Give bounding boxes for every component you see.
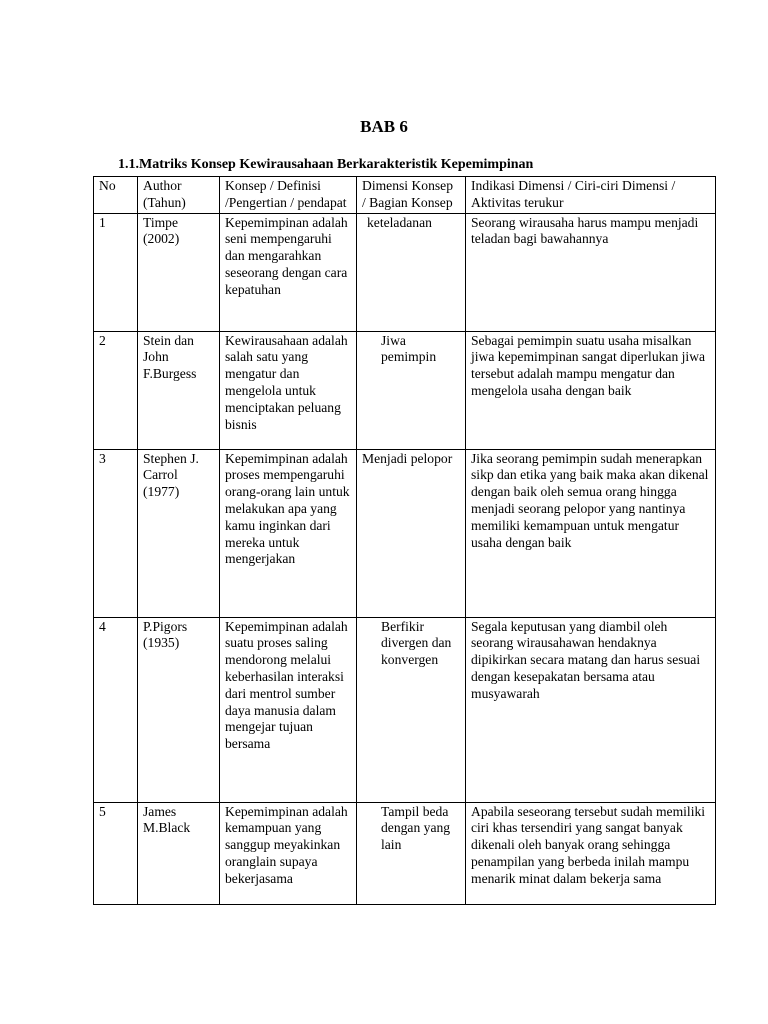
cell-indikasi: Sebagai pemimpin suatu usaha misalkan jiwa kepemimpinan sangat diperlukan jiwa tersebut adalah mampu mengatur dan mengelola usaha dengan baik xyxy=(466,331,716,449)
cell-dimensi: Jiwa pemimpin xyxy=(357,331,466,449)
header-author: Author (Tahun) xyxy=(138,177,220,214)
cell-dimensi: Berfikir divergen dan konvergen xyxy=(357,617,466,802)
cell-no: 3 xyxy=(94,449,138,617)
cell-indikasi: Jika seorang pemimpin sudah menerapkan sikp dan etika yang baik maka akan dikenal dengan baik oleh semua orang hingga menjadi seorang pelopor yang nantinya memiliki kemampuan untuk mengatur usaha dengan baik xyxy=(466,449,716,617)
cell-dimensi: Menjadi pelopor xyxy=(357,449,466,617)
table-row xyxy=(94,802,716,904)
cell-author: P.Pigors (1935) xyxy=(138,617,220,802)
cell-author: James M.Black xyxy=(138,802,220,904)
table-row xyxy=(94,617,716,802)
header-dimensi: Dimensi Konsep / Bagian Konsep xyxy=(357,177,466,214)
cell-konsep: Kepemimpinan adalah suatu proses saling mendorong melalui keberhasilan interaksi dari mentrol sumber daya manusia dalam mengejar tujuan bersama xyxy=(220,617,357,802)
header-no: No xyxy=(94,177,138,214)
cell-author: Stephen J. Carrol (1977) xyxy=(138,449,220,617)
cell-dimensi: Tampil beda dengan yang lain xyxy=(357,802,466,904)
cell-author: Timpe (2002) xyxy=(138,213,220,331)
cell-konsep: Kepemimpinan adalah proses mempengaruhi orang-orang lain untuk melakukan apa yang kamu inginkan dari mereka untuk mengerjakan xyxy=(220,449,357,617)
cell-no: 1 xyxy=(94,213,138,331)
header-konsep: Konsep / Definisi /Pengertian / pendapat xyxy=(220,177,357,214)
concept-matrix-table xyxy=(93,176,716,905)
cell-indikasi: Seorang wirausaha harus mampu menjadi teladan bagi bawahannya xyxy=(466,213,716,331)
cell-konsep: Kewirausahaan adalah salah satu yang mengatur dan mengelola untuk menciptakan peluang bisnis xyxy=(220,331,357,449)
cell-indikasi: Apabila seseorang tersebut sudah memiliki ciri khas tersendiri yang sangat banyak dikenali oleh banyak orang sehingga penampilan yang berbeda inilah mampu menarik minat dalam bekerja sama xyxy=(466,802,716,904)
cell-no: 2 xyxy=(94,331,138,449)
header-indikasi: Indikasi Dimensi / Ciri-ciri Dimensi / Aktivitas terukur xyxy=(466,177,716,214)
cell-author: Stein dan John F.Burgess xyxy=(138,331,220,449)
cell-konsep: Kepemimpinan adalah seni mempengaruhi dan mengarahkan seseorang dengan cara kepatuhan xyxy=(220,213,357,331)
cell-dimensi: keteladanan xyxy=(357,213,466,331)
table-row xyxy=(94,213,716,331)
chapter-title: BAB 6 xyxy=(360,117,408,136)
table-row xyxy=(94,331,716,449)
cell-konsep: Kepemimpinan adalah kemampuan yang sanggup meyakinkan oranglain supaya bekerjasama xyxy=(220,802,357,904)
cell-indikasi: Segala keputusan yang diambil oleh seorang wirausahawan hendaknya dipikirkan secara matang dan harus sesuai dengan kesepakatan bersama atau musyawarah xyxy=(466,617,716,802)
cell-no: 4 xyxy=(94,617,138,802)
section-heading: 1.1.Matriks Konsep Kewirausahaan Berkarakteristik Kepemimpinan xyxy=(118,157,534,172)
table-row xyxy=(94,449,716,617)
cell-no: 5 xyxy=(94,802,138,904)
table-header-row xyxy=(94,177,716,214)
